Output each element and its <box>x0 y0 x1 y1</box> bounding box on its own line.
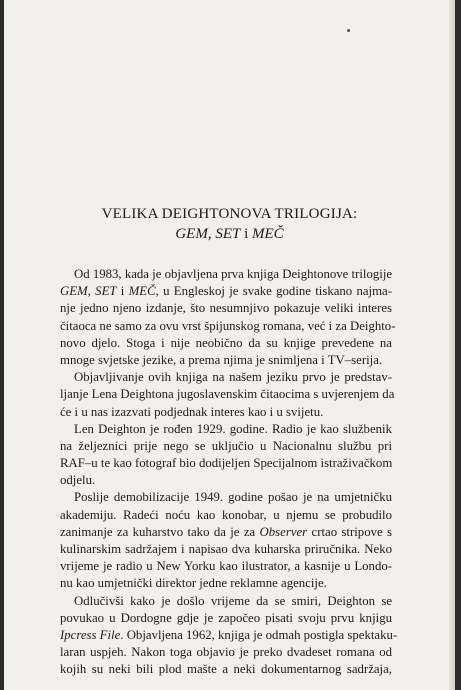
title-italic: GEM, SET <box>60 284 117 299</box>
text-line <box>60 524 392 541</box>
text-line: odjelu. <box>60 473 96 488</box>
title-italic: Ipcress File <box>60 627 121 642</box>
text-span: i <box>116 284 129 299</box>
text-line: laran uspjeh. Nakon toga objavio je preko dvadeset romana od <box>60 645 392 660</box>
text-line: Poslije demobilizacije 1949. godine pošao je na umjetničku <box>74 490 392 505</box>
heading-title-and: i <box>240 226 252 242</box>
text-line: kojih su neki bili plod mašte a neki dokumentarnog sadržaja, <box>60 662 392 677</box>
paragraph <box>60 593 398 679</box>
text-line: nu kao umjetnički direktor jedne reklamne agencije. <box>60 576 327 591</box>
paragraph <box>60 369 395 421</box>
text-line: na željeznici prije nego se uključio u Nacionalnu službu pri <box>60 438 392 453</box>
text-line: vrijeme je radio u New Yorku kao ilustrator, a kasnije u Londo- <box>60 559 392 574</box>
text-line: čitaoca ne samo za ovu vrst špijunskog romana, već i za Deighto- <box>60 318 396 333</box>
text-line: Len Deighton je rođen 1929. godine. Radio je kao službenik <box>74 421 392 436</box>
text-span: , u Engleskoj je svake godine tiskano najma- <box>155 284 392 299</box>
text-line: Objavljivanje ovih knjiga na našem jeziku prvo je predstav- <box>74 370 392 385</box>
text-line: povukao u Dordogne gdje je započeo pisati svoju prvu knjigu <box>60 610 392 625</box>
text-line: Od 1983, kada je objavljena prva knjiga Deightonove trilogije <box>74 267 393 281</box>
book-page <box>4 0 455 690</box>
text-span: . Objavljena 1962, knjiga je odmah postigla spektaku- <box>120 627 398 642</box>
paragraph <box>60 421 392 490</box>
text-span: crtao stripove s <box>307 524 392 539</box>
chapter-heading <box>4 204 455 244</box>
paragraph <box>60 489 392 592</box>
text-line: RAF–u te kao fotograf bio dodijeljen Specijalnom istraživačkom <box>60 456 393 471</box>
title-italic: Observer <box>259 524 308 539</box>
text-line: kulinarskim sadržajem i napisao dva kuharska priručnika. Neko <box>60 542 392 556</box>
text-line: mnoge svjetske jezike, a prema njima je snimljena i TV–serija. <box>60 352 383 367</box>
heading-line-2 <box>4 224 455 244</box>
text-line: Odlučivši kako je došlo vrijeme da se smiri, Deighton se <box>74 593 392 608</box>
heading-title-mec: MEČ <box>252 226 284 242</box>
heading-line-1: VELIKA DEIGHTONOVA TRILOGIJA: <box>101 206 358 222</box>
body-text <box>60 266 398 679</box>
title-italic: MEČ <box>128 284 156 299</box>
text-span: zanimanje za kuharstvo tako da je za <box>60 524 260 539</box>
page-edge <box>449 0 455 690</box>
text-line: nje jedno njeno izdanje, što nesumnjivo pokazuje veliki interes <box>60 301 392 316</box>
speck-mark <box>347 29 350 32</box>
text-line: novo djelo. Stoga i nije neobično da su knjige prevedene na <box>60 335 392 350</box>
paragraph <box>60 266 396 369</box>
text-line: će i u nas izazvati podjednak interes kao i u svijetu. <box>60 404 324 419</box>
text-line <box>60 627 398 644</box>
text-line <box>60 283 392 300</box>
heading-title-gem-set: GEM, SET <box>175 226 241 242</box>
text-line: ljanje Lena Deightona jugoslavenskim čitaocima s uvjerenjem da <box>60 387 395 402</box>
text-line: akademiju. Radeći noću kao konobar, u njemu se probudilo <box>60 507 392 522</box>
